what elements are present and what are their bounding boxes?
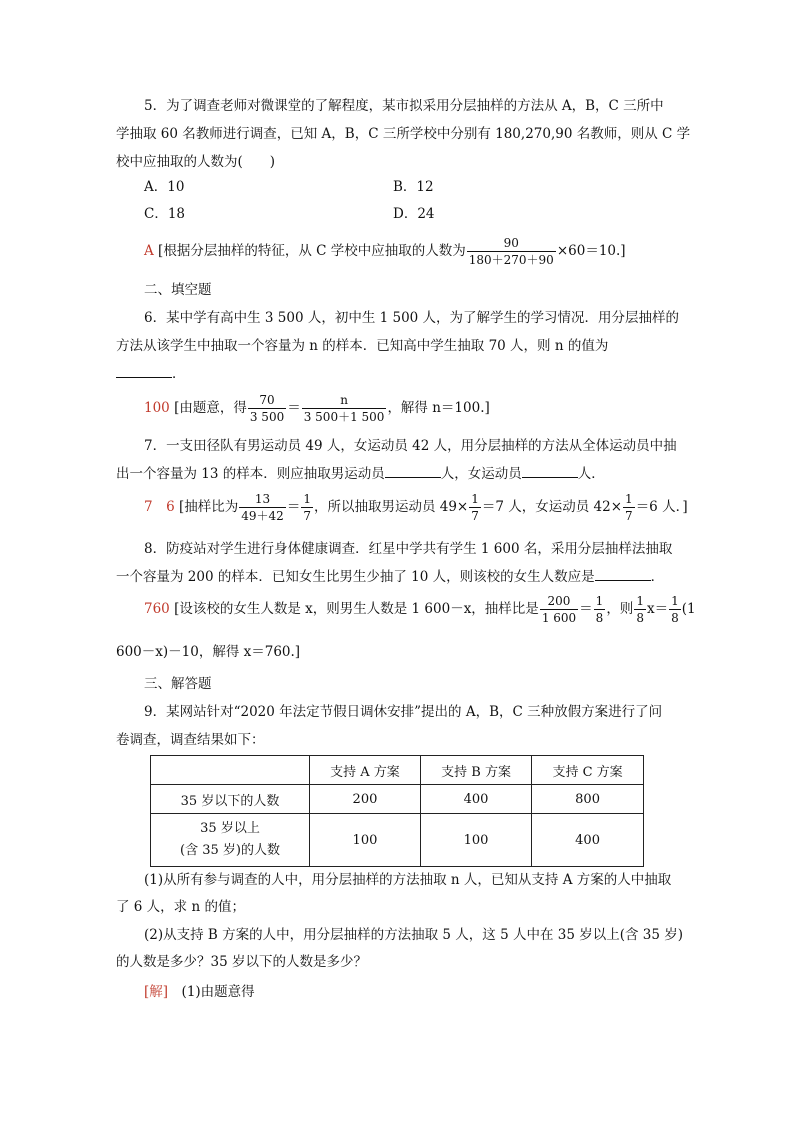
- q7-fraction-3-num: 1: [471, 492, 479, 506]
- q6-fraction-1: [248, 394, 286, 423]
- q6-fraction-1-den: 3 500: [249, 410, 285, 424]
- table-header-row: [151, 756, 644, 785]
- q6-answer: [116, 391, 709, 425]
- q6-fraction-2-num: n: [302, 394, 387, 409]
- q7-fraction-1-den: 49＋42: [241, 509, 284, 523]
- q7-fraction-4-num: 1: [625, 492, 633, 506]
- q7-line-2-c: 人．: [577, 466, 605, 482]
- q8-x-equals: x＝: [646, 601, 669, 617]
- q6-answer-post: ，解得 n＝100.]: [387, 400, 490, 416]
- table-header-cell: [151, 756, 310, 785]
- q8-answer-value: 760: [144, 601, 170, 617]
- q6-answer-value: 100: [144, 400, 170, 416]
- q8-line-2-a: 一个容量为 200 的样本．已知女生比男生少抽了 10 人，则该校的女生人数应是: [116, 569, 595, 585]
- q7-answer-end: ＝6 人．]: [635, 499, 688, 515]
- solution-text: (1)由题意得: [181, 984, 255, 1000]
- q8-fraction-1: [540, 595, 578, 624]
- q8-fraction-3-num: 1: [636, 594, 644, 608]
- q7-fraction-3-den: 7: [471, 509, 479, 523]
- q7-blank-2: [522, 463, 578, 478]
- q7-answer-mid-1: ，所以抽取男运动员 49×: [313, 499, 469, 515]
- q5-fraction-num: 90: [467, 237, 556, 252]
- q8-fraction-2-den: 8: [595, 611, 604, 625]
- q8-line-1: 8．防疫站对学生进行身体健康调查．红星中学共有学生 1 600 名，采用分层抽样法抽取: [144, 541, 673, 557]
- q5-answer-pre: [根据分层抽样的特征，从 C 学校中应抽取的人数为: [158, 243, 466, 259]
- table-cell-label-line-2: (含 35 岁)的人数: [180, 843, 280, 858]
- q8-fraction-2: [594, 595, 606, 624]
- q5-option-a: A．10: [144, 179, 185, 195]
- q6-equals: ＝: [287, 400, 301, 416]
- q8-fraction-2-num: 1: [595, 594, 604, 608]
- section-fill-in-heading: 二、填空题: [144, 282, 212, 298]
- q7-equals: ＝: [286, 499, 301, 515]
- q8-fraction-3: [634, 595, 646, 624]
- q8-equals: ＝: [579, 601, 593, 617]
- q8-fraction-1-den: 1 600: [541, 611, 577, 625]
- table-cell: 800: [532, 785, 644, 814]
- q7-line-2-a: 出一个容量为 13 的样本．则应抽取男运动员: [116, 466, 385, 482]
- q9-line-1: 9．某网站针对“2020 年法定节假日调休安排”提出的 A，B，C 三种放假方案进行了问: [144, 704, 663, 720]
- q7-fraction-3: [469, 493, 481, 522]
- q7-answer-pre: [抽样比为: [178, 499, 239, 515]
- q8-fraction-1-num: 200: [540, 595, 578, 610]
- q7-fraction-2-den: 7: [303, 509, 311, 523]
- q9-line-2: 卷调查，调查结果如下：: [116, 732, 265, 748]
- q8-answer-tail: (1: [681, 601, 696, 617]
- q7-line-2: [116, 460, 681, 488]
- q9-sub1-line-2: 了 6 人，求 n 的值；: [116, 899, 245, 915]
- q6-blank: [116, 363, 172, 378]
- survey-table: [150, 755, 644, 867]
- q5-option-c: C．18: [144, 206, 186, 222]
- q5-answer-post: ×60＝10.]: [556, 243, 626, 259]
- q6-line-3-end: ．: [172, 366, 186, 382]
- q5-answer-letter: A: [144, 243, 154, 259]
- table-cell: 35 岁以下的人数: [151, 785, 310, 814]
- q7-answer-mid-2: ＝7 人，女运动员 42×: [481, 499, 623, 515]
- q6-line-2: 方法从该学生中抽取一个容量为 n 的样本．已知高中学生抽取 70 人，则 n 的值为: [116, 338, 609, 354]
- q5-option-b: B．12: [393, 179, 434, 195]
- table-cell-label: [151, 814, 310, 867]
- q9-sub2-line-2: 的人数是多少？35 岁以下的人数是多少？: [116, 954, 367, 970]
- q8-fraction-3-den: 8: [636, 611, 644, 625]
- table-cell-label-line-1: 35 岁以上: [200, 821, 260, 836]
- q8-answer-pre: [设该校的女生人数是 x，则男生人数是 1 600－x，抽样比是: [174, 601, 539, 617]
- section-solution-heading: 三、解答题: [144, 676, 212, 692]
- q7-fraction-1-num: 13: [239, 493, 286, 508]
- table-header-cell: 支持 B 方案: [420, 756, 531, 785]
- q6-fraction-1-num: 70: [248, 394, 286, 409]
- q7-fraction-1: [239, 493, 286, 522]
- q9-sub1-line-1: (1)从所有参与调查的人中，用分层抽样的方法抽取 n 人，已知从支持 A 方案的人中抽取: [144, 872, 672, 888]
- q8-fraction-4-num: 1: [671, 594, 679, 608]
- q8-fraction-4: [669, 595, 681, 624]
- q8-answer-mid: ，则: [606, 601, 634, 617]
- table-cell: 100: [420, 814, 531, 867]
- q6-line-1: 6．某中学有高中生 3 500 人，初中生 1 500 人，为了解学生的学习情况．用分层抽样的: [144, 310, 680, 326]
- q5-line-2: 学抽取 60 名教师进行调查，已知 A，B，C 三所学校中分别有 180,270,90 名教师，则从 C 学: [116, 126, 691, 142]
- q6-fraction-2-den: 3 500＋1 500: [303, 410, 385, 424]
- q5-line-3: 校中应抽取的人数为( ): [116, 154, 276, 170]
- q8-fraction-4-den: 8: [671, 611, 679, 625]
- q7-fraction-4-den: 7: [625, 509, 633, 523]
- q8-answer-line-2: 600－x)－10，解得 x＝760.]: [116, 644, 301, 660]
- q6-fraction-2: [302, 394, 387, 423]
- q9-solution: [116, 978, 709, 1006]
- table-cell: 100: [310, 814, 421, 867]
- table-header-cell: 支持 C 方案: [532, 756, 644, 785]
- q7-answer: [116, 490, 709, 524]
- q8-answer: [116, 592, 709, 626]
- q6-line-3: [116, 360, 681, 388]
- q7-blank-1: [385, 463, 441, 478]
- table-cell: 200: [310, 785, 421, 814]
- q7-fraction-2: [301, 493, 313, 522]
- q7-fraction-2-num: 1: [303, 492, 311, 506]
- q7-answer-value: 7 6: [144, 499, 175, 515]
- q5-option-d: D．24: [393, 206, 435, 222]
- q7-line-1: 7．一支田径队有男运动员 49 人，女运动员 42 人，用分层抽样的方法从全体运动员中抽: [144, 438, 677, 454]
- q8-line-2: [116, 563, 681, 591]
- table-cell: 400: [532, 814, 644, 867]
- q5-line-1: 5．为了调查老师对微课堂的了解程度，某市拟采用分层抽样的方法从 A，B，C 三所中: [144, 98, 664, 114]
- table-row: [151, 785, 644, 814]
- q9-sub2-line-1: (2)从支持 B 方案的人中，用分层抽样的方法抽取 5 人，这 5 人中在 35 岁以上(含 35 岁): [144, 927, 684, 943]
- solution-tag: [解]: [144, 984, 169, 1000]
- q5-fraction-den: 180＋270＋90: [468, 253, 554, 267]
- q7-line-2-b: 人，女运动员: [440, 466, 522, 482]
- q7-fraction-4: [623, 493, 635, 522]
- q5-answer: [116, 234, 709, 268]
- table-row: [151, 814, 644, 867]
- table-header-cell: 支持 A 方案: [310, 756, 421, 785]
- q5-fraction: [467, 237, 556, 266]
- table-cell: 400: [420, 785, 531, 814]
- q8-blank: [595, 566, 651, 581]
- q8-line-2-b: ．: [650, 569, 665, 585]
- q6-answer-pre: [由题意，得: [174, 400, 247, 416]
